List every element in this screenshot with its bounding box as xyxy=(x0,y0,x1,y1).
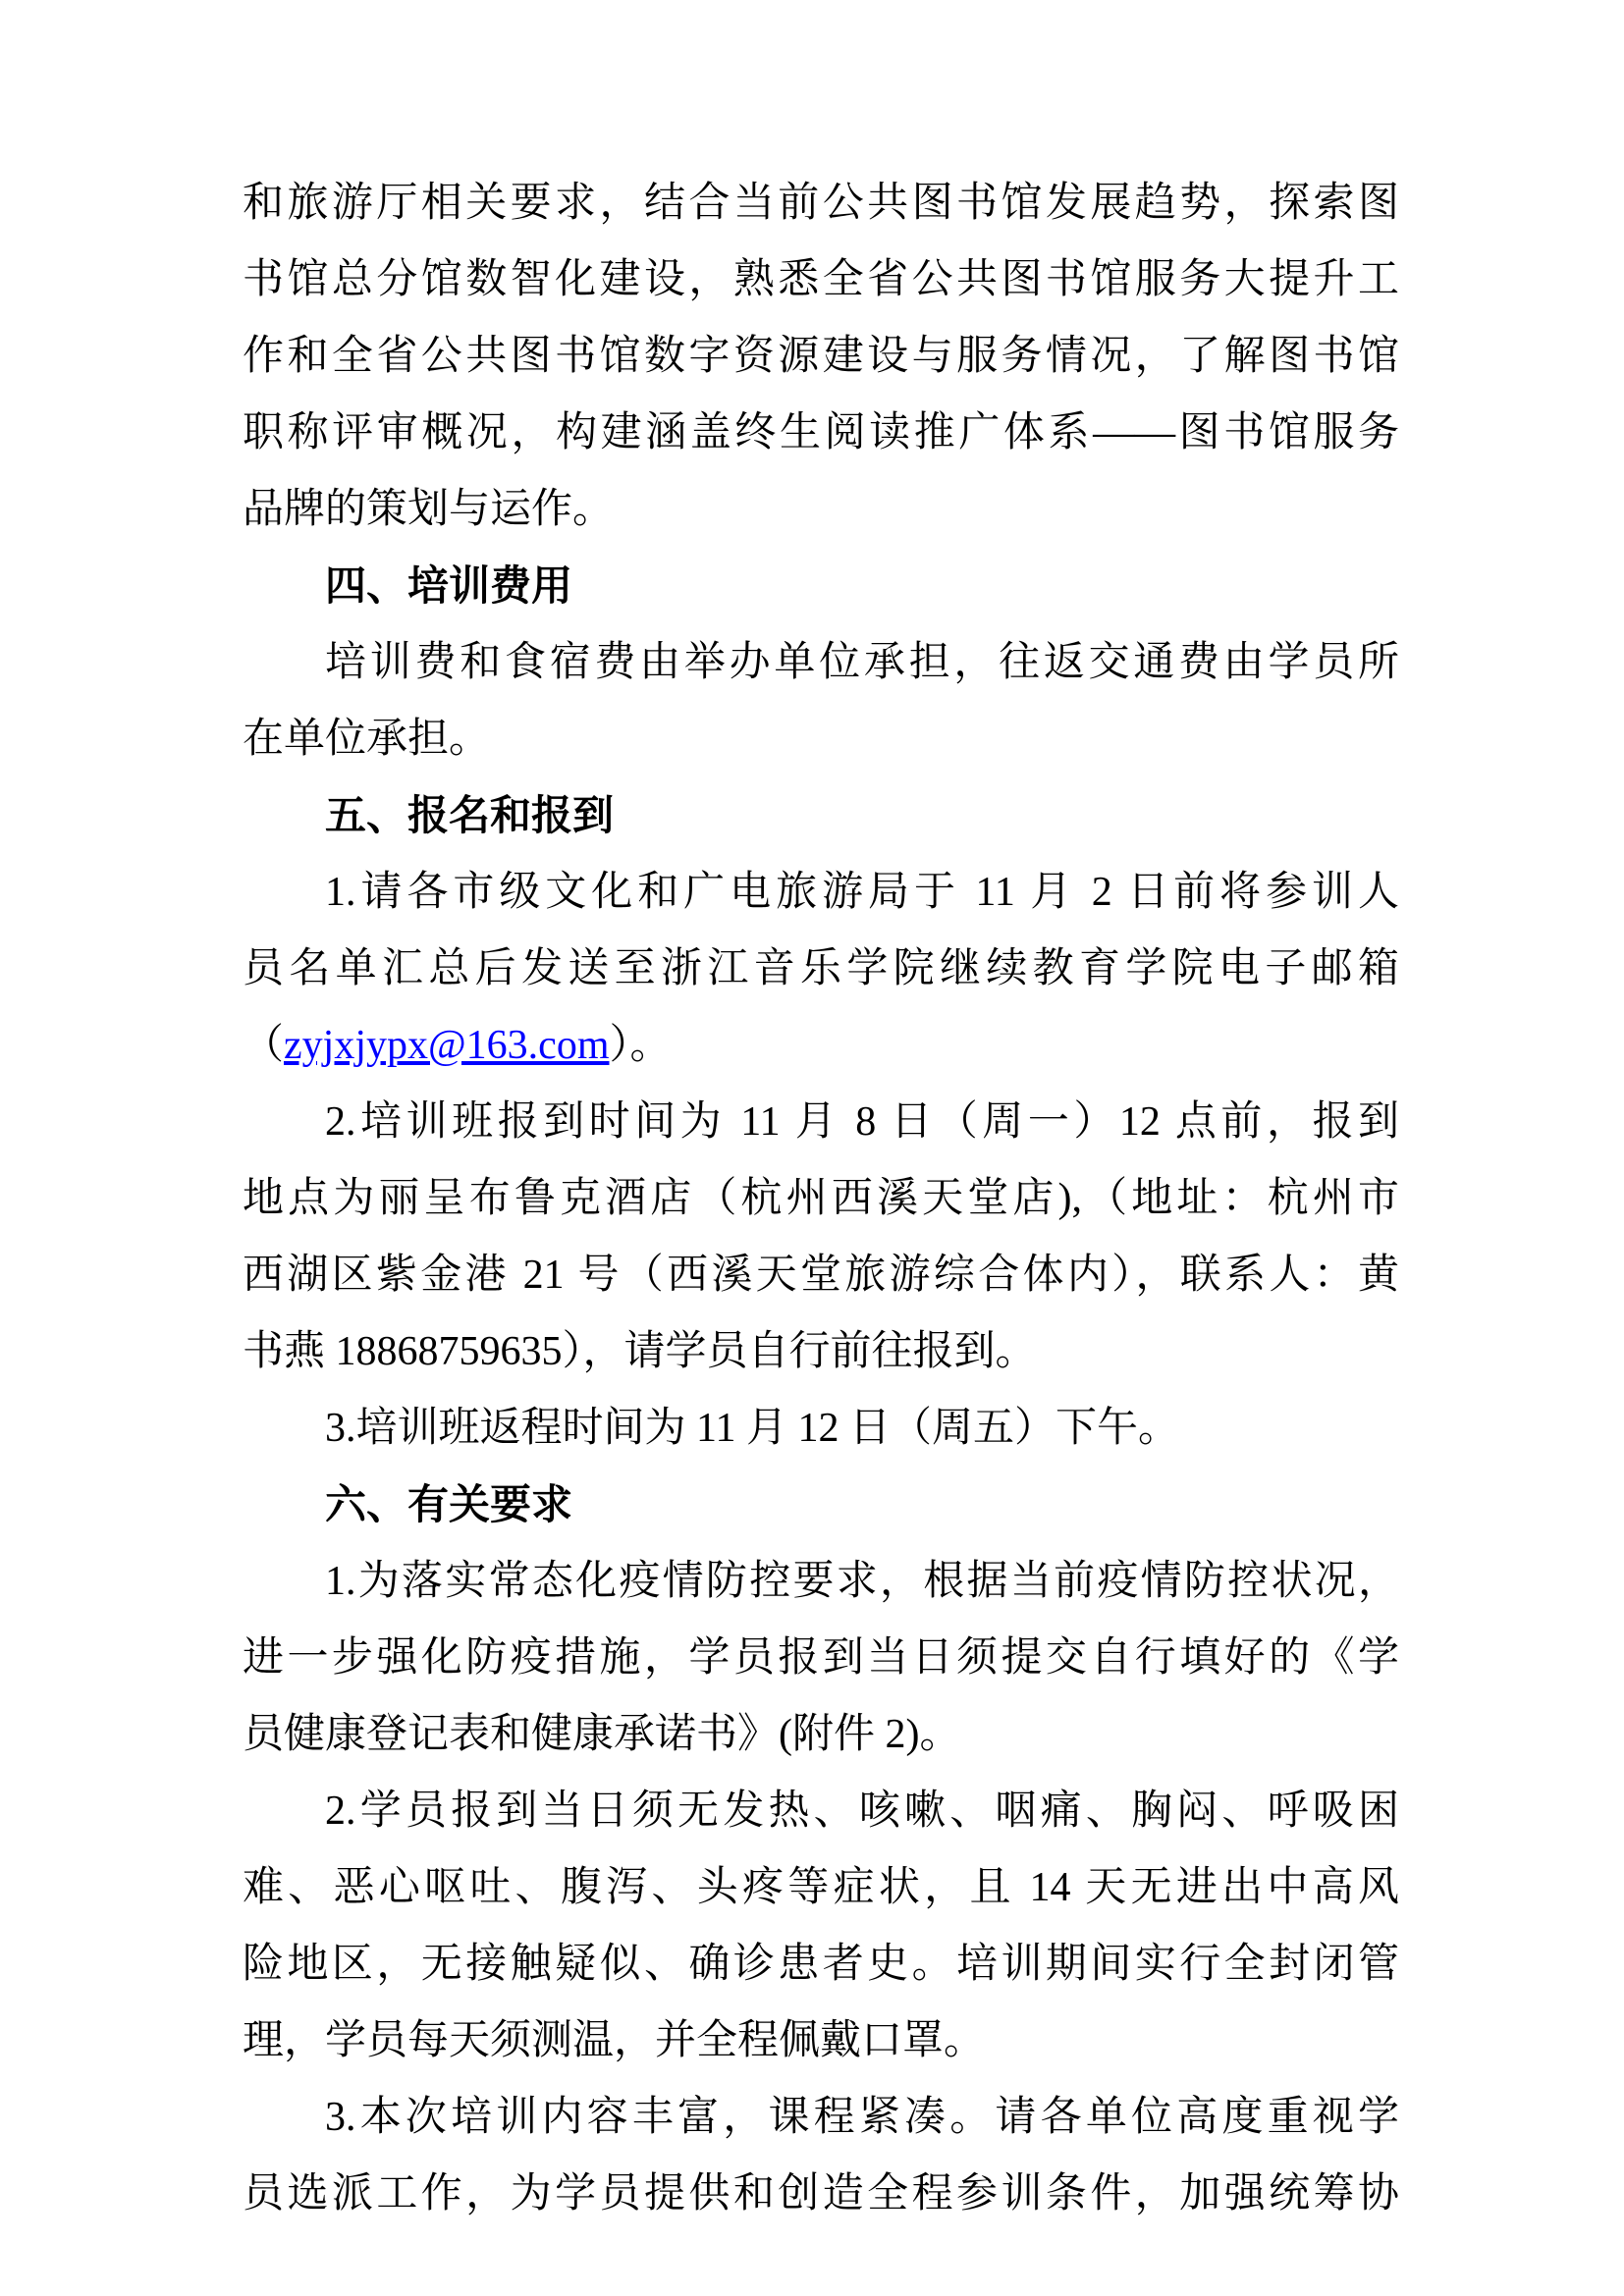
text-run: 理，学员每天须测温，并全程佩戴口罩。 xyxy=(243,2018,986,2063)
text-run: 五、报名和报到 xyxy=(325,792,615,838)
text-line xyxy=(243,1849,1399,1926)
text-line xyxy=(243,471,1399,548)
text-line xyxy=(243,1313,1399,1390)
text-line xyxy=(243,395,1399,471)
text-run: 3.培训班返程时间为 11 月 12 日（周五）下午。 xyxy=(325,1406,1179,1451)
text-run: 和旅游厅相关要求，结合当前公共图书馆发展趋势，探索图 xyxy=(243,181,1399,226)
text-run: 2.学员报到当日须无发热、咳嗽、咽痛、胸闷、呼吸困 xyxy=(325,1789,1399,1834)
text-line xyxy=(243,2156,1399,2232)
text-run: 地点为丽呈布鲁克酒店（杭州西溪天堂店),（地址：杭州市 xyxy=(243,1176,1399,1221)
text-line xyxy=(243,931,1399,1007)
text-line xyxy=(243,1237,1399,1313)
text-run: 3.本次培训内容丰富，课程紧凑。请各单位高度重视学 xyxy=(325,2095,1399,2140)
section-heading xyxy=(243,777,1399,854)
text-line xyxy=(243,1390,1399,1467)
text-run: 四、培训费用 xyxy=(325,562,573,609)
text-line xyxy=(243,624,1399,701)
text-line xyxy=(243,318,1399,395)
text-run: 难、恶心呕吐、腹泻、头疼等症状，且 14 天无进出中高风 xyxy=(243,1865,1399,1910)
text-run: 员健康登记表和健康承诺书》(附件 2)。 xyxy=(243,1712,961,1757)
text-line xyxy=(243,1084,1399,1160)
text-run: 2.培训班报到时间为 11 月 8 日（周一）12 点前，报到 xyxy=(325,1099,1399,1145)
email-link[interactable]: zyjxjypx@163.com xyxy=(284,1023,610,1068)
text-run: 品牌的策划与运作。 xyxy=(243,487,615,532)
text-run: 六、有关要求 xyxy=(325,1481,573,1527)
text-line xyxy=(243,1620,1399,1696)
text-run: 进一步强化防疫措施，学员报到当日须提交自行填好的《学 xyxy=(243,1635,1399,1681)
text-line xyxy=(243,1696,1399,1773)
text-run: 培训费和食宿费由举办单位承担，往返交通费由学员所 xyxy=(325,640,1399,685)
text-run: 险地区，无接触疑似、确诊患者史。培训期间实行全封闭管 xyxy=(243,1942,1399,1987)
text-run: 在单位承担。 xyxy=(243,717,491,762)
text-run: 职称评审概况，构建涵盖终生阅读推广体系——图书馆服务 xyxy=(243,410,1399,455)
text-run: 作和全省公共图书馆数字资源建设与服务情况，了解图书馆 xyxy=(243,334,1399,379)
text-line xyxy=(243,1007,1399,1084)
text-line xyxy=(243,2079,1399,2156)
text-run: 1.为落实常态化疫情防控要求，根据当前疫情防控状况， xyxy=(325,1559,1399,1604)
text-line xyxy=(243,1543,1399,1620)
text-line xyxy=(243,1160,1399,1237)
text-run: ）。 xyxy=(609,1023,672,1068)
text-run: （ xyxy=(243,1023,285,1068)
text-line xyxy=(243,1773,1399,1849)
section-heading xyxy=(243,548,1399,624)
text-line xyxy=(243,854,1399,931)
text-line xyxy=(243,701,1399,777)
text-run: 员选派工作，为学员提供和创造全程参训条件，加强统筹协 xyxy=(243,2171,1399,2216)
section-heading xyxy=(243,1467,1399,1543)
document-body xyxy=(243,165,1399,2232)
text-run: 1.请各市级文化和广电旅游局于 11 月 2 日前将参训人 xyxy=(325,870,1399,915)
text-run: 书馆总分馆数智化建设，熟悉全省公共图书馆服务大提升工 xyxy=(243,257,1399,302)
text-line xyxy=(243,241,1399,318)
text-line xyxy=(243,1926,1399,2002)
text-run: 书燕 18868759635），请学员自行前往报到。 xyxy=(243,1329,1037,1374)
text-line xyxy=(243,165,1399,241)
text-run: 员名单汇总后发送至浙江音乐学院继续教育学院电子邮箱 xyxy=(243,946,1399,991)
text-line xyxy=(243,2002,1399,2079)
text-run: 西湖区紫金港 21 号（西溪天堂旅游综合体内），联系人：黄 xyxy=(243,1253,1399,1298)
